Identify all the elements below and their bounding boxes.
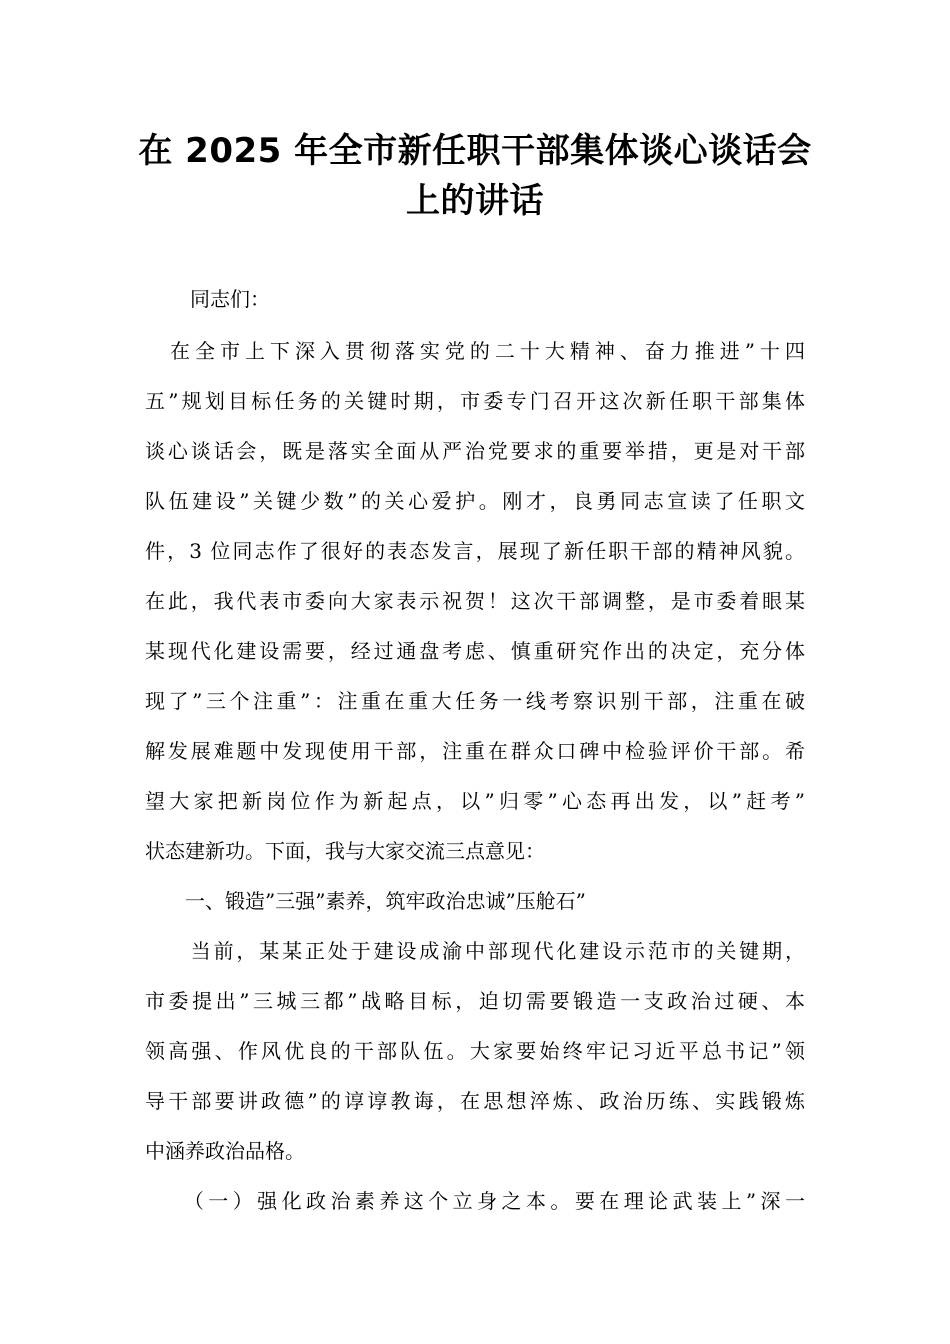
body-line: 望大家把新岗位作为新起点，以”归零”心态再出发，以”赶考” <box>145 789 805 813</box>
body-line: 中涵养政治品格。 <box>145 1139 305 1163</box>
document-body <box>145 326 805 1226</box>
body-line: 状态建新功。下面，我与大家交流三点意见： <box>145 839 545 863</box>
title-line-2: 上的讲话 <box>406 181 544 221</box>
body-line: 解发展难题中发现使用干部，注重在群众口碑中检验评价干部。希 <box>145 739 805 763</box>
body-line: 一、锻造”三强”素养，筑牢政治忠诚”压舱石” <box>145 889 586 913</box>
body-line: 在全市上下深入贯彻落实党的二十大精神、奋力推进”十四 <box>145 339 805 363</box>
body-line: 现了”三个注重”：注重在重大任务一线考察识别干部，注重在破 <box>145 689 805 713</box>
body-line: （一）强化政治素养这个立身之本。要在理论武装上”深一 <box>145 1189 805 1213</box>
body-line: 在此，我代表市委向大家表示祝贺！这次干部调整，是市委着眼某 <box>145 589 805 613</box>
body-line: 导干部要讲政德”的谆谆教诲，在思想淬炼、政治历练、实践锻炼 <box>145 1089 805 1113</box>
body-line: 件，3 位同志作了很好的表态发言，展现了新任职干部的精神风貌。 <box>145 539 805 563</box>
body-line: 当前，某某正处于建设成渝中部现代化建设示范市的关键期， <box>145 939 805 963</box>
salutation: 同志们： <box>190 287 270 311</box>
body-line: 领高强、作风优良的干部队伍。大家要始终牢记习近平总书记”领 <box>145 1039 805 1063</box>
body-line: 队伍建设”关键少数”的关心爱护。刚才，良勇同志宣读了任职文 <box>145 489 805 513</box>
body-line: 市委提出”三城三都”战略目标，迫切需要锻造一支政治过硬、本 <box>145 989 805 1013</box>
body-line: 某现代化建设需要，经过通盘考虑、慎重研究作出的决定，充分体 <box>145 639 805 663</box>
body-line: 谈心谈话会，既是落实全面从严治党要求的重要举措，更是对干部 <box>145 439 805 463</box>
body-line: 五”规划目标任务的关键时期，市委专门召开这次新任职干部集体 <box>145 389 805 413</box>
document-title <box>100 126 850 226</box>
title-line-1: 在 2025 年全市新任职干部集体谈心谈话会 <box>138 131 812 171</box>
